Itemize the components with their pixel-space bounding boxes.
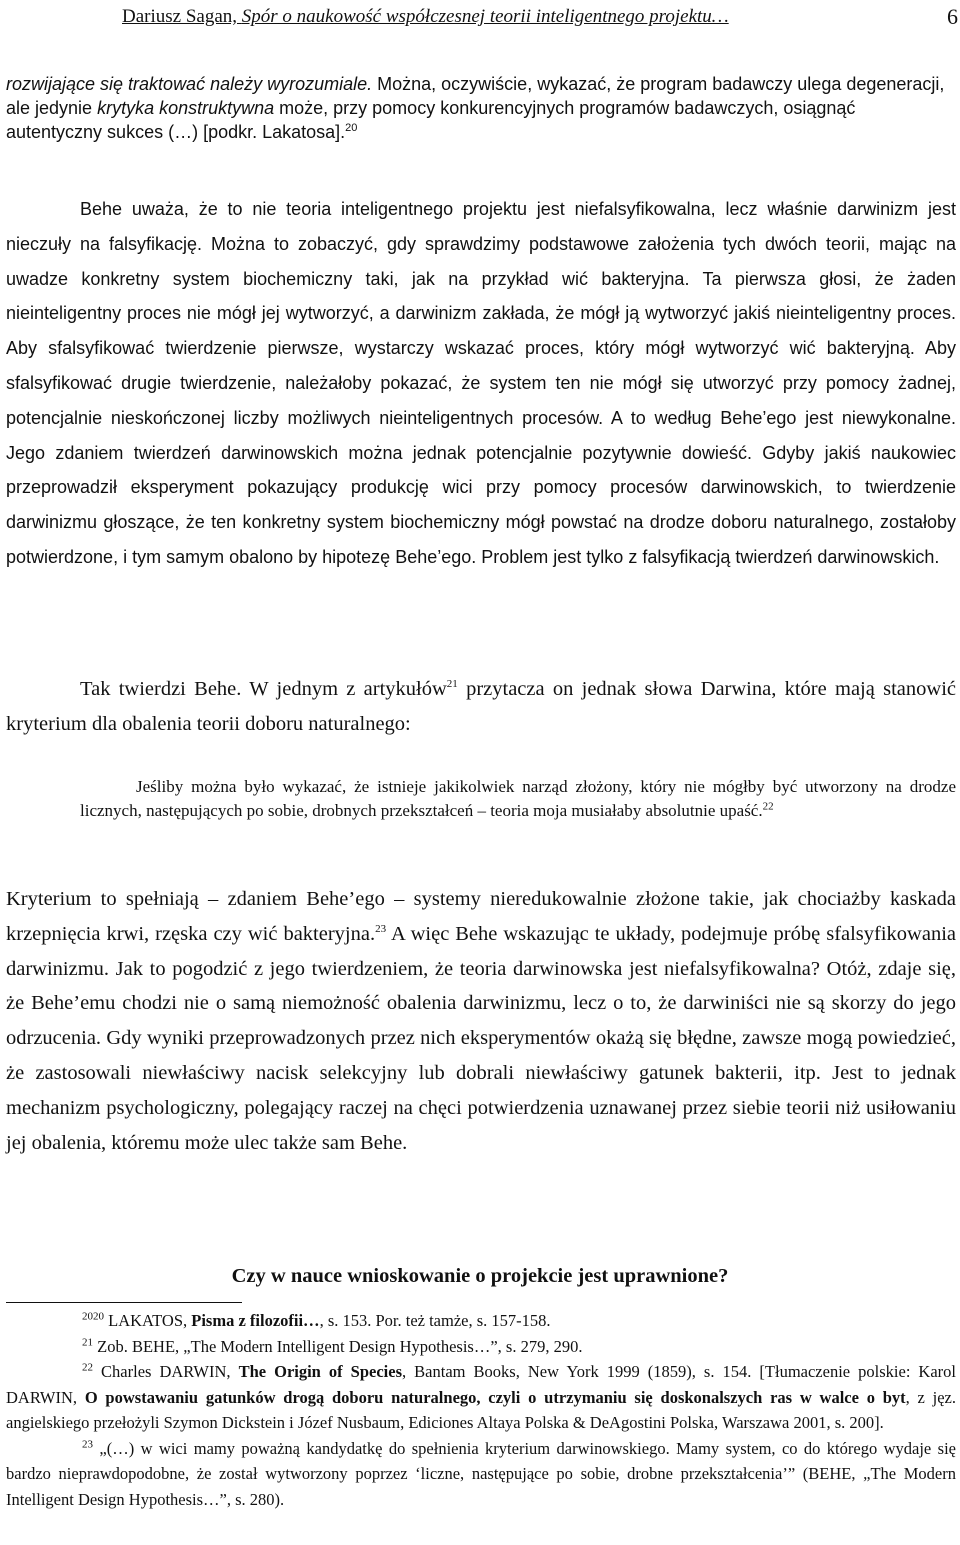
footnote-rest: , z jęz. angielskiego przełożyli Szymon Dickstein i Józef Nusbaum, Ediciones Altaya Polska & DeAgostini Polska, Warszawa 2001, s. 200].	[6, 1387, 956, 1432]
footnote-work-2: O powstawaniu gatunków drogą doboru naturalnego, czyli o utrzymaniu się doskonalszych ras w walce o byt	[84, 1387, 906, 1407]
footnote-sep: ,	[226, 1362, 239, 1381]
footnote-number: 21	[82, 1336, 93, 1348]
paragraph-text: Behe uważa, że to nie teoria inteligentnego projektu jest niefalsyfikowalna, lecz właśnie darwinizm jest nieczuły na falsyfikację. Można to zobaczyć, gdy sprawdzimy podstawowe założenia tych dwóch teorii, mając na uwadze konkretny system biochemiczny taki, jak na przykład wić bakteryjna. Ta pierwsza głosi, że żaden nieinteligentny proces nie mógł jej wytworzyć, a darwinizm zakłada, że mógł ją wytworzyć jakiś nieinteligentny proces. Aby sfalsyfikować twierdzenie pierwsze, wystarczy wskazać proces, który mógł wytworzyć wić bakteryjną. Aby sfalsyfikować drugie twierdzenie, należałoby pokazać, że system ten nie mógł się utworzyć przy pomocy żadnej, potencjalnie nieskończonej liczby możliwych nieinteligentnych procesów. A to według Behe’ego jest niewykonalne. Jego zdaniem twierdzeń darwinowskich można jednak potencjalnie pozytywnie dowieść. Gdyby jakiś naukowiec przeprowadził eksperyment pokazujący produkcję wici przy pomocy procesów darwinowskich, to twierdzenie darwinizmu głoszące, że ten konkretny system biochemiczny mógł powstać na drodze doboru naturalnego, zostałoby potwierdzone, i tym samym obalono by hipotezę Behe’ego. Problem jest tylko z falsyfikacją twierdzeń darwinowskich.	[6, 199, 956, 567]
footnote-23	[6, 1436, 956, 1513]
footnote-21	[6, 1334, 956, 1360]
footnote-rest: , s. 153. Por. też tamże, s. 157-158.	[319, 1311, 551, 1330]
footnote-pre: Charles D	[93, 1362, 172, 1381]
footnote-20	[6, 1308, 956, 1334]
footnote-author: ARWIN	[171, 1362, 227, 1381]
running-header	[122, 2, 958, 36]
header-title	[122, 6, 729, 28]
footnote-author-2: ARWIN	[17, 1387, 73, 1407]
footnote-pre: „(…) w wici mamy poważną kandydatkę do spełnienia kryterium darwinowskiego. Mamy system, co do którego wydaje się bardzo nieprawdopodobne, że został wytworzony poprzez ‘liczne, następujące po sobie, drobne przekształcenia’” (B	[6, 1438, 956, 1483]
paragraph-behe-falsifiability	[6, 192, 956, 575]
quote-fragment-italic: rozwijające się traktować należy wyrozumiale.	[6, 74, 373, 94]
paragraph-text-a: Kryterium to spełniają – zdaniem Behe’ego – systemy nieredukowalnie złożone takie, jak chociażby kaskada krzepnięcia krwi, rzęska czy wić bakteryjna.	[6, 888, 956, 945]
quote-fragment-end: może, przy pomocy konkurencyjnych programów badawczych, osiągnąć autentyczny sukces (…) [podkr. Lakatosa].	[6, 98, 856, 142]
paragraph-irreducible-complexity	[6, 882, 956, 1160]
footnote-ref-21[interactable]: 21	[446, 678, 458, 691]
paragraph-darwin-criterion-intro	[6, 672, 956, 742]
block-quote-darwin	[80, 775, 956, 823]
footnote-author: EHE	[819, 1464, 852, 1483]
quote-emphasis: krytyka konstruktywna	[97, 98, 275, 118]
footnote-author: EHE	[142, 1336, 176, 1356]
quote-continuation	[6, 72, 956, 144]
footnote-rest: , „The Modern Intelligent Design Hypothesis…”, s. 280).	[6, 1464, 956, 1509]
section-heading: Czy w nauce wnioskowanie o projekcie jest uprawnione?	[231, 1265, 729, 1287]
paragraph-text-b: przytacza on jednak słowa Darwina, które mają stanowić kryterium dla obalenia teorii doboru naturalnego:	[6, 678, 956, 735]
footnote-ref-22[interactable]: 22	[762, 800, 774, 813]
header-article-title: Spór o naukowość współczesnej teorii inteligentnego projektu…	[241, 6, 729, 27]
footnote-ref-23[interactable]: 23	[375, 922, 387, 935]
footnote-work: The Origin of Species	[238, 1362, 403, 1381]
paragraph-text-b: A więc Behe wskazując te układy, podejmuje próbę sfalsyfikowania darwinizmu. Jak to pogodzić z jego twierdzeniem, że teoria darwinowska jest niefalsyfikowalna? Otóż, zdaje się, że Behe’emu chodzi nie o samą niemożność obalenia darwinizmu, lecz o to, że darwiniści nie są skorzy do jego odrzucenia. Gdy wyniki przeprowadzonych przez nich eksperymentów okażą się błędne, zawsze mogą powiedzieć, że zastosowali niewłaściwy nacisk selekcyjny lub dobrali niewłaściwy gatunek bakterii, itp. Jest to jednak mechanizm psychologiczny, polegający raczej na chęci potwierdzenia uznawanej przez siebie teorii niż usiłowaniu jej obalenia, któremu może ulec także sam Behe.	[6, 922, 957, 1154]
footnote-sep-2: ,	[72, 1387, 85, 1407]
paragraph-text-a: Tak twierdzi Behe. W jednym z artykułów	[80, 678, 447, 700]
footnote-number: 22	[82, 1361, 93, 1374]
footnote-work: Pisma z filozofii…	[191, 1311, 320, 1330]
quote-fragment-plain: Można, oczywiście, wykazać, że program badawczy ulega degeneracji, ale jedynie	[6, 74, 945, 118]
footnote-sep: ,	[183, 1311, 192, 1330]
footnote-separator	[6, 1302, 242, 1303]
page-number: 6	[947, 4, 958, 29]
footnotes	[6, 1308, 956, 1512]
footnote-pre: Zob. B	[93, 1336, 143, 1356]
footnote-number: 23	[82, 1438, 93, 1450]
footnote-22	[6, 1359, 956, 1436]
header-author: Dariusz Sagan,	[122, 6, 242, 27]
footnote-mid: , Bantam Books, New York 1999 (1859), s. 154. [Tłumaczenie polskie: Karol D	[6, 1362, 957, 1407]
block-quote-text	[80, 775, 956, 823]
footnote-author: LAKATOS	[108, 1311, 183, 1330]
quote-text: Jeśliby można było wykazać, że istnieje jakikolwiek narząd złożony, który nie mógłby być utworzony na drodze licznych, następujących po sobie, drobnych przekształceń – teoria moja musiałaby absolutnie upaść.	[80, 777, 956, 820]
footnote-number: 2020	[82, 1310, 104, 1323]
footnote-rest: , „The Modern Intelligent Design Hypothesis…”, s. 279, 290.	[175, 1336, 583, 1356]
footnote-ref-20[interactable]: 20	[345, 122, 358, 134]
